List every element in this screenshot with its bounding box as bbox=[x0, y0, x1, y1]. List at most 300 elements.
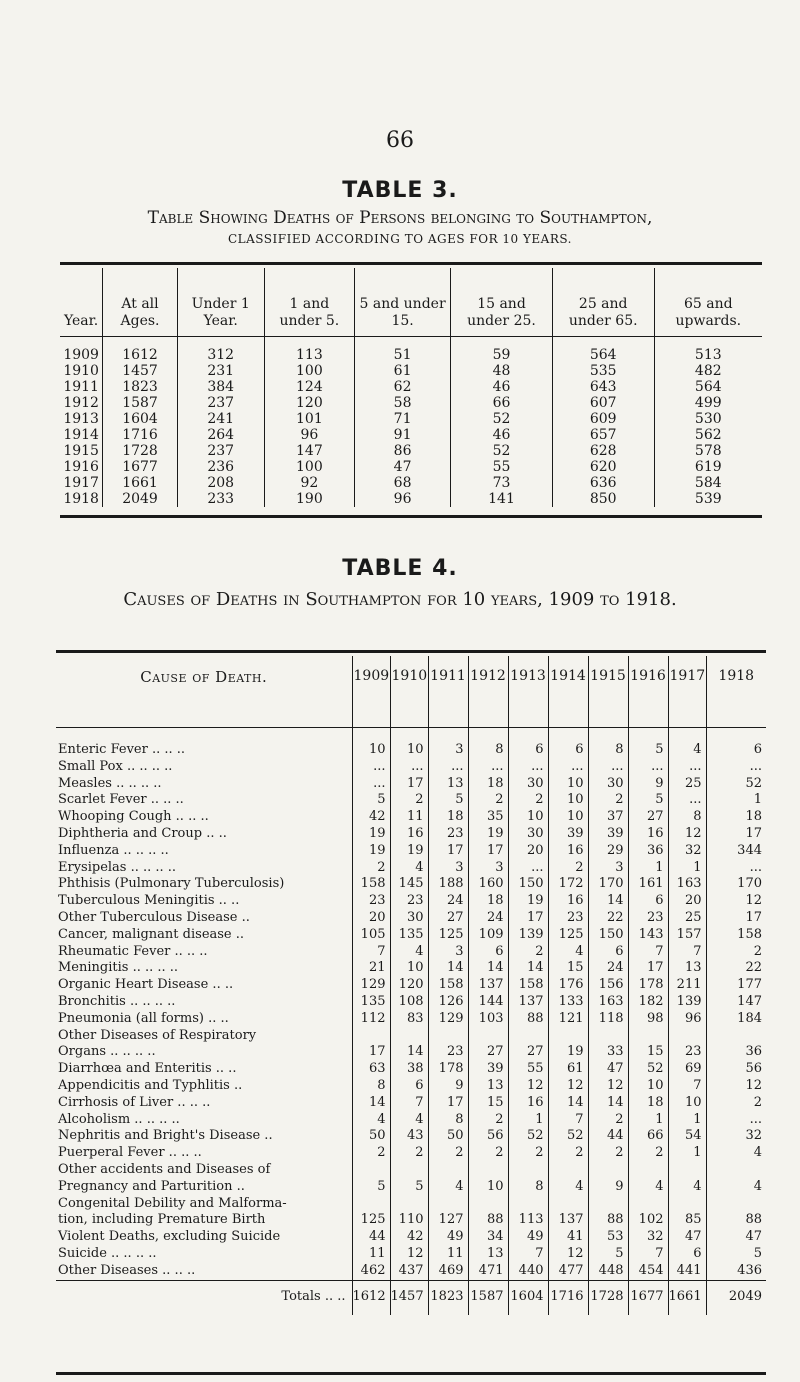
table-cell: 9 bbox=[588, 1179, 628, 1196]
table-cell: 33 bbox=[588, 1044, 628, 1061]
table3-column-header: 25 and under 65. bbox=[552, 268, 654, 337]
table-cell: 448 bbox=[588, 1263, 628, 1280]
table-cell: 5 bbox=[628, 728, 668, 759]
table-cell: ... bbox=[352, 759, 390, 776]
table-cell: ... bbox=[706, 860, 766, 877]
table-cell: 4 bbox=[390, 860, 428, 877]
table-cell: 56 bbox=[468, 1128, 508, 1145]
table-cell: 10 bbox=[628, 1078, 668, 1095]
table-cell bbox=[352, 1196, 390, 1213]
table-cell: 135 bbox=[390, 927, 428, 944]
table-cell: ... bbox=[588, 759, 628, 776]
table-cell: 52 bbox=[451, 411, 553, 427]
cause-label: Meningitis .. .. .. .. bbox=[58, 960, 179, 976]
cause-label: Violent Deaths, excluding Suicide bbox=[58, 1229, 281, 1245]
table-cell: 103 bbox=[468, 1011, 508, 1028]
table-cell: 562 bbox=[654, 427, 762, 443]
table-cell bbox=[428, 1028, 468, 1045]
table-cell: 17 bbox=[508, 910, 548, 927]
table-cell: 27 bbox=[468, 1044, 508, 1061]
table-cell bbox=[428, 1162, 468, 1179]
table-cell: 25 bbox=[668, 910, 706, 927]
table3-subcaption: CLASSIFIED ACCORDING TO AGES FOR 10 YEARS. bbox=[227, 232, 572, 246]
table-cell: 100 bbox=[264, 459, 354, 475]
cause-label: Enteric Fever .. .. .. bbox=[58, 742, 186, 757]
table-cell bbox=[588, 1028, 628, 1045]
table-cell: 177 bbox=[706, 977, 766, 994]
table-cell: ... bbox=[668, 792, 706, 809]
table-cell: 384 bbox=[177, 379, 264, 395]
table-cell: 19 bbox=[468, 826, 508, 843]
table-cell: 14 bbox=[352, 1095, 390, 1112]
table-cell: 46 bbox=[451, 427, 553, 443]
table-cell: 100 bbox=[264, 363, 354, 379]
table-cell: 63 bbox=[352, 1061, 390, 1078]
table-cell: 135 bbox=[352, 994, 390, 1011]
table-cell: 25 bbox=[668, 776, 706, 793]
table3-top-rule bbox=[60, 262, 762, 265]
table-row bbox=[56, 1196, 766, 1213]
table-cell: 1587 bbox=[103, 395, 178, 411]
table-cell: 13 bbox=[668, 960, 706, 977]
table-cell: 19 bbox=[352, 826, 390, 843]
table-cell: 2 bbox=[468, 1145, 508, 1162]
table-cell: 23 bbox=[352, 893, 390, 910]
table-cell: 462 bbox=[352, 1263, 390, 1280]
table-cell: 2 bbox=[390, 792, 428, 809]
table-cell: 54 bbox=[668, 1128, 706, 1145]
table-cell bbox=[468, 1196, 508, 1213]
table-cell bbox=[588, 1162, 628, 1179]
table-cell: 619 bbox=[654, 459, 762, 475]
table-cell: 4 bbox=[428, 1179, 468, 1196]
table-cell: 5 bbox=[588, 1246, 628, 1263]
table-cell: 10 bbox=[668, 1095, 706, 1112]
table-cell: 42 bbox=[390, 1229, 428, 1246]
table-cell: 3 bbox=[468, 860, 508, 877]
table-cell: 4 bbox=[390, 944, 428, 961]
table-cell bbox=[390, 1196, 428, 1213]
table-cell: 4 bbox=[706, 1179, 766, 1196]
table-cell: 68 bbox=[355, 475, 451, 491]
table-cell: 1612 bbox=[103, 337, 178, 364]
table-cell: 98 bbox=[628, 1011, 668, 1028]
table-cell: 39 bbox=[468, 1061, 508, 1078]
table-cell: 441 bbox=[668, 1263, 706, 1280]
totals-cell: 2049 bbox=[706, 1280, 766, 1315]
cause-label: Organic Heart Disease .. .. bbox=[58, 977, 234, 993]
table-cell: 11 bbox=[352, 1246, 390, 1263]
table-cell: 3 bbox=[428, 944, 468, 961]
table-cell: ... bbox=[706, 759, 766, 776]
table-cell bbox=[548, 1162, 588, 1179]
cause-label: Tuberculous Meningitis .. .. bbox=[58, 893, 240, 909]
table-cell: 27 bbox=[508, 1044, 548, 1061]
table4-bottom-rule bbox=[56, 1372, 766, 1375]
table-cell: 30 bbox=[390, 910, 428, 927]
table-row bbox=[56, 809, 766, 826]
table3-bottom-rule bbox=[60, 515, 762, 518]
table-cell: 7 bbox=[390, 1095, 428, 1112]
table-cell: 312 bbox=[177, 337, 264, 364]
cause-label: Cancer, malignant disease .. bbox=[58, 926, 245, 942]
table-cell: 2 bbox=[548, 1145, 588, 1162]
totals-label: Totals .. .. bbox=[56, 1280, 352, 1315]
table-row bbox=[56, 910, 766, 927]
table-row bbox=[56, 893, 766, 910]
table-cell: 30 bbox=[508, 826, 548, 843]
table-cell: 4 bbox=[628, 1179, 668, 1196]
year-column-header: 1915 bbox=[588, 656, 628, 728]
table-cell: 49 bbox=[428, 1229, 468, 1246]
table-cell: 88 bbox=[508, 1011, 548, 1028]
table-row bbox=[56, 944, 766, 961]
table-cell: 14 bbox=[390, 1044, 428, 1061]
table-cell: 18 bbox=[468, 893, 508, 910]
table-cell: 1 bbox=[628, 1112, 668, 1129]
table-cell: 2 bbox=[468, 1112, 508, 1129]
table-cell: 454 bbox=[628, 1263, 668, 1280]
table-cell: 137 bbox=[508, 994, 548, 1011]
table-cell: ... bbox=[428, 759, 468, 776]
table-cell: 11 bbox=[428, 1246, 468, 1263]
year-cell: 1916 bbox=[63, 459, 99, 475]
year-column-header: 1913 bbox=[508, 656, 548, 728]
table-cell: 4 bbox=[668, 1179, 706, 1196]
table-cell: 2 bbox=[390, 1145, 428, 1162]
table-row bbox=[60, 395, 762, 411]
table-row bbox=[56, 1095, 766, 1112]
year-column-header: 1916 bbox=[628, 656, 668, 728]
table-cell: 23 bbox=[668, 1044, 706, 1061]
table-cell: ... bbox=[390, 759, 428, 776]
cause-label: Pneumonia (all forms) .. .. bbox=[58, 1010, 229, 1026]
cause-label: Measles .. .. .. .. bbox=[58, 775, 162, 791]
table-cell: 233 bbox=[177, 491, 264, 507]
table-cell: 10 bbox=[548, 792, 588, 809]
page-number: 66 bbox=[386, 128, 414, 153]
table-cell bbox=[508, 1196, 548, 1213]
table-cell: 10 bbox=[508, 809, 548, 826]
table-row bbox=[56, 1263, 766, 1280]
table-cell: 9 bbox=[628, 776, 668, 793]
table-cell: 237 bbox=[177, 443, 264, 459]
table-row bbox=[56, 876, 766, 893]
table-cell: 42 bbox=[352, 809, 390, 826]
table-cell: 23 bbox=[428, 826, 468, 843]
table3-column-header: 5 and under 15. bbox=[355, 268, 451, 337]
year-column-header: 1910 bbox=[390, 656, 428, 728]
cause-label: Other Diseases of Respiratory bbox=[58, 1027, 257, 1043]
table-cell: 190 bbox=[264, 491, 354, 507]
table-cell: 8 bbox=[588, 728, 628, 759]
totals-cell: 1823 bbox=[428, 1280, 468, 1315]
table-cell: 139 bbox=[508, 927, 548, 944]
table-cell: 211 bbox=[668, 977, 706, 994]
table-cell: 14 bbox=[428, 960, 468, 977]
table-row bbox=[56, 1044, 766, 1061]
table-row bbox=[56, 1128, 766, 1145]
table-row bbox=[56, 759, 766, 776]
table-cell: 20 bbox=[508, 843, 548, 860]
table-cell: 499 bbox=[654, 395, 762, 411]
table-row bbox=[56, 1246, 766, 1263]
cause-label: Suicide .. .. .. .. bbox=[58, 1245, 157, 1261]
table-cell: 32 bbox=[706, 1128, 766, 1145]
table-cell: 23 bbox=[548, 910, 588, 927]
table-cell: 49 bbox=[508, 1229, 548, 1246]
table-cell: 477 bbox=[548, 1263, 588, 1280]
table-cell bbox=[668, 1162, 706, 1179]
table-cell: 471 bbox=[468, 1263, 508, 1280]
table4 bbox=[56, 656, 766, 1315]
table-cell: ... bbox=[508, 860, 548, 877]
table-cell: 264 bbox=[177, 427, 264, 443]
table-cell: 12 bbox=[548, 1246, 588, 1263]
table-row bbox=[60, 475, 762, 491]
table-cell bbox=[628, 1028, 668, 1045]
table-cell: 109 bbox=[468, 927, 508, 944]
table-cell: 43 bbox=[390, 1128, 428, 1145]
table3-column-header: Under 1 Year. bbox=[177, 268, 264, 337]
table-cell: 92 bbox=[264, 475, 354, 491]
table-cell bbox=[706, 1028, 766, 1045]
table-cell: 36 bbox=[628, 843, 668, 860]
table3-heading: TABLE 3. bbox=[342, 178, 458, 203]
table-cell: 59 bbox=[451, 337, 553, 364]
cause-label: tion, including Premature Birth bbox=[58, 1212, 266, 1228]
year-column-header: 1918 bbox=[706, 656, 766, 728]
table-cell: 12 bbox=[390, 1246, 428, 1263]
table-cell: 50 bbox=[428, 1128, 468, 1145]
table-row bbox=[56, 728, 766, 759]
table-cell: ... bbox=[508, 759, 548, 776]
table-cell bbox=[508, 1162, 548, 1179]
table-cell: 24 bbox=[468, 910, 508, 927]
table-row bbox=[56, 1162, 766, 1179]
table-cell: 4 bbox=[668, 728, 706, 759]
table-cell: 628 bbox=[552, 443, 654, 459]
table-cell: 102 bbox=[628, 1212, 668, 1229]
table-cell: 2 bbox=[588, 1112, 628, 1129]
table4-heading: TABLE 4. bbox=[342, 556, 458, 581]
cause-label: Organs .. .. .. .. bbox=[58, 1044, 156, 1060]
table-row bbox=[60, 443, 762, 459]
table3-column-header: At all Ages. bbox=[103, 268, 178, 337]
table-cell: 47 bbox=[668, 1229, 706, 1246]
table-cell: 344 bbox=[706, 843, 766, 860]
table-cell: 17 bbox=[628, 960, 668, 977]
table-cell: 440 bbox=[508, 1263, 548, 1280]
totals-cell: 1612 bbox=[352, 1280, 390, 1315]
table-cell: 13 bbox=[468, 1078, 508, 1095]
table-cell: 23 bbox=[628, 910, 668, 927]
table-cell: 10 bbox=[548, 809, 588, 826]
table-cell: 1823 bbox=[103, 379, 178, 395]
table-cell: 88 bbox=[468, 1212, 508, 1229]
table-cell: 10 bbox=[390, 960, 428, 977]
table-cell: 50 bbox=[352, 1128, 390, 1145]
cause-label: Other Tuberculous Disease .. bbox=[58, 909, 250, 925]
table-cell: 2 bbox=[468, 792, 508, 809]
table-cell: 7 bbox=[628, 1246, 668, 1263]
table-cell: 55 bbox=[451, 459, 553, 475]
table-cell: 141 bbox=[451, 491, 553, 507]
table-cell: 8 bbox=[428, 1112, 468, 1129]
table-cell: 85 bbox=[668, 1212, 706, 1229]
table-cell: 29 bbox=[588, 843, 628, 860]
table-cell: 2 bbox=[352, 860, 390, 877]
table-cell: 158 bbox=[508, 977, 548, 994]
table-row bbox=[56, 843, 766, 860]
table-cell: 12 bbox=[668, 826, 706, 843]
table-cell: 52 bbox=[508, 1128, 548, 1145]
table-cell: 14 bbox=[468, 960, 508, 977]
totals-cell: 1587 bbox=[468, 1280, 508, 1315]
cause-label: Alcoholism .. .. .. .. bbox=[58, 1111, 180, 1127]
table-cell: 88 bbox=[588, 1212, 628, 1229]
year-column-header: 1911 bbox=[428, 656, 468, 728]
table-cell: 1 bbox=[706, 792, 766, 809]
table-cell: 124 bbox=[264, 379, 354, 395]
cause-label: Influenza .. .. .. .. bbox=[58, 842, 169, 858]
table-cell: 53 bbox=[588, 1229, 628, 1246]
table-cell: 620 bbox=[552, 459, 654, 475]
table-cell: 5 bbox=[628, 792, 668, 809]
year-cell: 1914 bbox=[63, 427, 99, 443]
table-cell: 578 bbox=[654, 443, 762, 459]
table-cell: 4 bbox=[706, 1145, 766, 1162]
table-cell: 8 bbox=[668, 809, 706, 826]
table-cell: 30 bbox=[508, 776, 548, 793]
table-cell: 121 bbox=[548, 1011, 588, 1028]
table-cell: 16 bbox=[628, 826, 668, 843]
table-cell: 48 bbox=[451, 363, 553, 379]
table-cell: 129 bbox=[428, 1011, 468, 1028]
year-cell: 1910 bbox=[63, 363, 99, 379]
table-cell: 2 bbox=[508, 944, 548, 961]
table-row bbox=[56, 1145, 766, 1162]
table-cell: 4 bbox=[548, 1179, 588, 1196]
table-cell bbox=[428, 1196, 468, 1213]
table-cell: 150 bbox=[508, 876, 548, 893]
table-cell: 188 bbox=[428, 876, 468, 893]
table-cell: 73 bbox=[451, 475, 553, 491]
table-cell: 156 bbox=[588, 977, 628, 994]
table-cell: 19 bbox=[352, 843, 390, 860]
totals-cell: 1457 bbox=[390, 1280, 428, 1315]
table-cell bbox=[628, 1162, 668, 1179]
table-cell: 27 bbox=[428, 910, 468, 927]
table-cell: 16 bbox=[548, 893, 588, 910]
table-cell: 14 bbox=[508, 960, 548, 977]
table-cell: 110 bbox=[390, 1212, 428, 1229]
table-cell: 161 bbox=[628, 876, 668, 893]
table-cell: 15 bbox=[548, 960, 588, 977]
table-cell: 657 bbox=[552, 427, 654, 443]
table-cell: 564 bbox=[654, 379, 762, 395]
table-row bbox=[60, 337, 762, 364]
table-cell: 4 bbox=[548, 944, 588, 961]
table-cell: 18 bbox=[706, 809, 766, 826]
table-row bbox=[56, 1212, 766, 1229]
table-cell: 6 bbox=[668, 1246, 706, 1263]
table-cell: 12 bbox=[508, 1078, 548, 1095]
table-cell: ... bbox=[628, 759, 668, 776]
year-cell: 1909 bbox=[63, 347, 99, 363]
table-cell: 241 bbox=[177, 411, 264, 427]
cause-label: Diphtheria and Croup .. .. bbox=[58, 825, 227, 841]
table-cell: 112 bbox=[352, 1011, 390, 1028]
table-row bbox=[56, 826, 766, 843]
table-cell: 17 bbox=[428, 1095, 468, 1112]
table-cell: 44 bbox=[352, 1229, 390, 1246]
table-cell: 16 bbox=[390, 826, 428, 843]
totals-cell: 1661 bbox=[668, 1280, 706, 1315]
table-cell: 23 bbox=[428, 1044, 468, 1061]
table-cell: 39 bbox=[588, 826, 628, 843]
table-cell: 158 bbox=[706, 927, 766, 944]
table-cell: 44 bbox=[588, 1128, 628, 1145]
table-cell: 47 bbox=[706, 1229, 766, 1246]
table-cell bbox=[548, 1196, 588, 1213]
table-cell: 19 bbox=[548, 1044, 588, 1061]
table-cell: 2 bbox=[588, 792, 628, 809]
cause-label: Puerperal Fever .. .. .. bbox=[58, 1145, 202, 1161]
table-cell: 2 bbox=[428, 1145, 468, 1162]
table-cell: 22 bbox=[588, 910, 628, 927]
table-cell: 607 bbox=[552, 395, 654, 411]
table3-column-header: 15 and under 25. bbox=[451, 268, 553, 337]
table-cell bbox=[706, 1162, 766, 1179]
table-cell: 1 bbox=[668, 860, 706, 877]
table-row bbox=[56, 1061, 766, 1078]
table-cell: 2 bbox=[352, 1145, 390, 1162]
table-cell: 46 bbox=[451, 379, 553, 395]
table-cell bbox=[628, 1196, 668, 1213]
table-cell: 52 bbox=[548, 1128, 588, 1145]
table-cell: 32 bbox=[628, 1229, 668, 1246]
table-cell: 38 bbox=[390, 1061, 428, 1078]
table-cell: 7 bbox=[668, 944, 706, 961]
table-cell: 91 bbox=[355, 427, 451, 443]
table-cell: 482 bbox=[654, 363, 762, 379]
table-cell: 125 bbox=[428, 927, 468, 944]
table-cell: 120 bbox=[390, 977, 428, 994]
table-cell: 2 bbox=[508, 792, 548, 809]
table-cell: 5 bbox=[390, 1179, 428, 1196]
year-column-header: 1909 bbox=[352, 656, 390, 728]
table-row bbox=[56, 1028, 766, 1045]
table-cell: 147 bbox=[264, 443, 354, 459]
table-row bbox=[56, 1011, 766, 1028]
table-cell: 41 bbox=[548, 1229, 588, 1246]
year-column-header: 1912 bbox=[468, 656, 508, 728]
cause-label: Bronchitis .. .. .. .. bbox=[58, 993, 176, 1009]
table-cell: 1 bbox=[628, 860, 668, 877]
table-cell: 237 bbox=[177, 395, 264, 411]
table-cell: 2 bbox=[548, 860, 588, 877]
table-cell: 126 bbox=[428, 994, 468, 1011]
table-cell: 7 bbox=[548, 1112, 588, 1129]
table-row bbox=[56, 1179, 766, 1196]
table-cell: 24 bbox=[428, 893, 468, 910]
table-cell: 231 bbox=[177, 363, 264, 379]
table-cell: 1 bbox=[668, 1145, 706, 1162]
table-cell: 6 bbox=[706, 728, 766, 759]
table-cell: 1661 bbox=[103, 475, 178, 491]
table-cell: 157 bbox=[668, 927, 706, 944]
